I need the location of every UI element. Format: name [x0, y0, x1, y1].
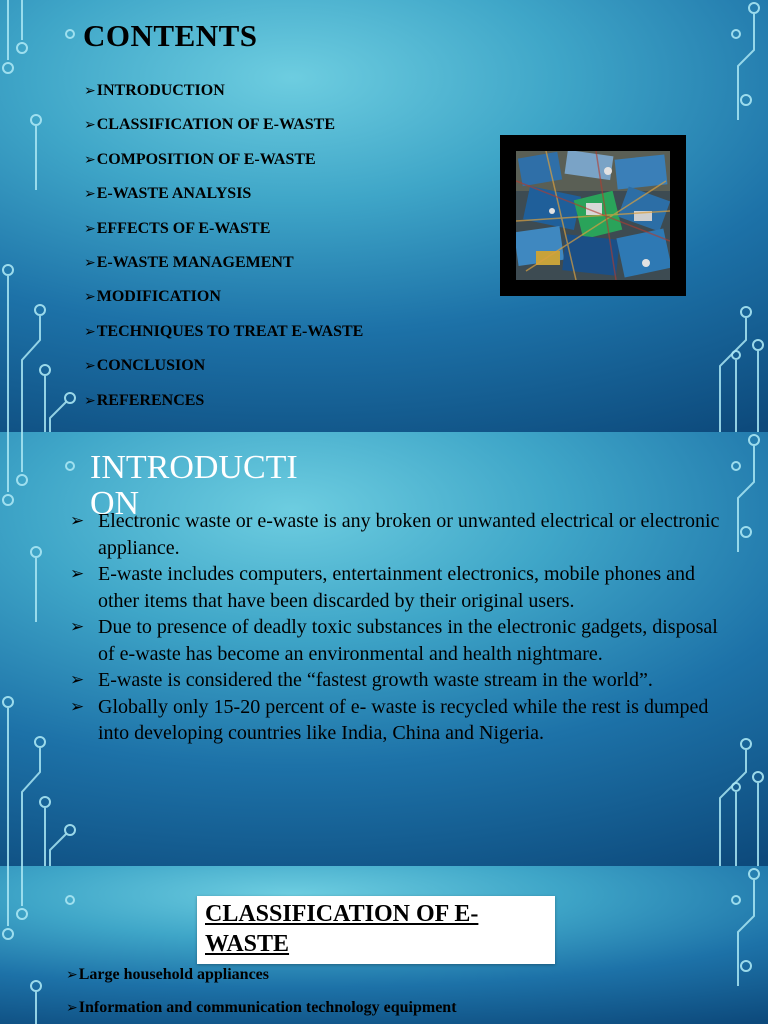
classification-item [66, 997, 457, 1024]
circuit-boards-image [516, 151, 670, 280]
contents-item-label: EFFECTS OF E-WASTE [96, 219, 271, 237]
arrowhead-bullet-icon: ➢ [70, 617, 85, 637]
contents-item [84, 355, 363, 389]
bullet-text: Electronic waste or e-waste is any broken or unwanted electrical or electronic appliance. [98, 510, 720, 559]
slide-contents [0, 0, 768, 432]
contents-item-label: CONCLUSION [96, 357, 206, 375]
bullet-text: Due to presence of deadly toxic substances in the electronic gadgets, disposal of e-waste has become an environmental and health nightmare. [98, 616, 718, 665]
e-waste-photo [500, 135, 686, 296]
arrowhead-bullet-icon: ➢ [66, 1000, 78, 1016]
circuit-decoration-right [688, 866, 768, 1024]
arrowhead-bullet-icon: ➢ [70, 564, 85, 584]
contents-item [84, 114, 363, 148]
arrowhead-bullet-icon: ➢ [70, 511, 85, 531]
contents-item-label: REFERENCES [96, 391, 205, 409]
classification-item [66, 964, 457, 997]
contents-item-label: E-WASTE ANALYSIS [96, 185, 252, 203]
contents-item-label: COMPOSITION OF E-WASTE [96, 150, 316, 168]
bullet-item [70, 508, 720, 561]
contents-item [84, 252, 363, 286]
contents-item [84, 218, 363, 252]
slide-introduction [0, 432, 768, 866]
circuit-decoration-left [0, 432, 80, 866]
arrowhead-bullet-icon: ➢ [84, 289, 96, 306]
bullet-text: E-waste includes computers, entertainment electronics, mobile phones and other items that have been discarded by their original users. [98, 563, 696, 612]
arrowhead-bullet-icon: ➢ [84, 220, 96, 237]
classification-item-label: Large household appliances [78, 966, 269, 983]
section-title-box [197, 896, 555, 964]
contents-item-label: CLASSIFICATION OF E-WASTE [96, 116, 336, 134]
bullet-item [70, 561, 720, 614]
introduction-bullets [70, 508, 720, 747]
arrowhead-bullet-icon: ➢ [66, 967, 78, 983]
contents-item-label: TECHNIQUES TO TREAT E-WASTE [96, 322, 364, 340]
contents-item [84, 80, 363, 114]
contents-item [84, 286, 363, 320]
bullet-item [70, 694, 720, 747]
arrowhead-bullet-icon: ➢ [84, 186, 96, 203]
contents-item [84, 149, 363, 183]
page-title: CONTENTS [83, 18, 258, 53]
section-title: INTRODUCTION [90, 449, 298, 522]
contents-item [84, 390, 363, 424]
contents-item [84, 321, 363, 355]
arrowhead-bullet-icon: ➢ [84, 392, 96, 409]
circuit-decoration-right [688, 0, 768, 432]
contents-item-label: INTRODUCTION [96, 82, 225, 99]
section-title: CLASSIFICATION OF E-WASTE [205, 901, 479, 957]
arrowhead-bullet-icon: ➢ [84, 83, 96, 99]
arrowhead-bullet-icon: ➢ [70, 670, 85, 690]
slide-classification [0, 866, 768, 1024]
arrowhead-bullet-icon: ➢ [70, 696, 85, 717]
bullet-item [70, 614, 720, 667]
arrowhead-bullet-icon: ➢ [84, 117, 96, 134]
bullet-text: E-waste is considered the “fastest growth waste stream in the world”. [98, 669, 653, 691]
contents-item-label: MODIFICATION [96, 288, 221, 306]
contents-list [84, 80, 363, 424]
circuit-decoration-left [0, 0, 80, 432]
arrowhead-bullet-icon: ➢ [84, 151, 96, 168]
arrowhead-bullet-icon: ➢ [84, 323, 96, 340]
classification-item-label: Information and communication technology equipment [78, 999, 457, 1016]
bullet-item [70, 667, 720, 694]
classification-list [66, 964, 457, 1024]
contents-item [84, 183, 363, 217]
arrowhead-bullet-icon: ➢ [84, 358, 96, 375]
arrowhead-bullet-icon: ➢ [84, 254, 96, 271]
contents-item-label: E-WASTE MANAGEMENT [96, 253, 294, 271]
bullet-text: Globally only 15-20 percent of e- waste is recycled while the rest is dumped into developing countries like India, China and Nigeria. [98, 695, 709, 744]
